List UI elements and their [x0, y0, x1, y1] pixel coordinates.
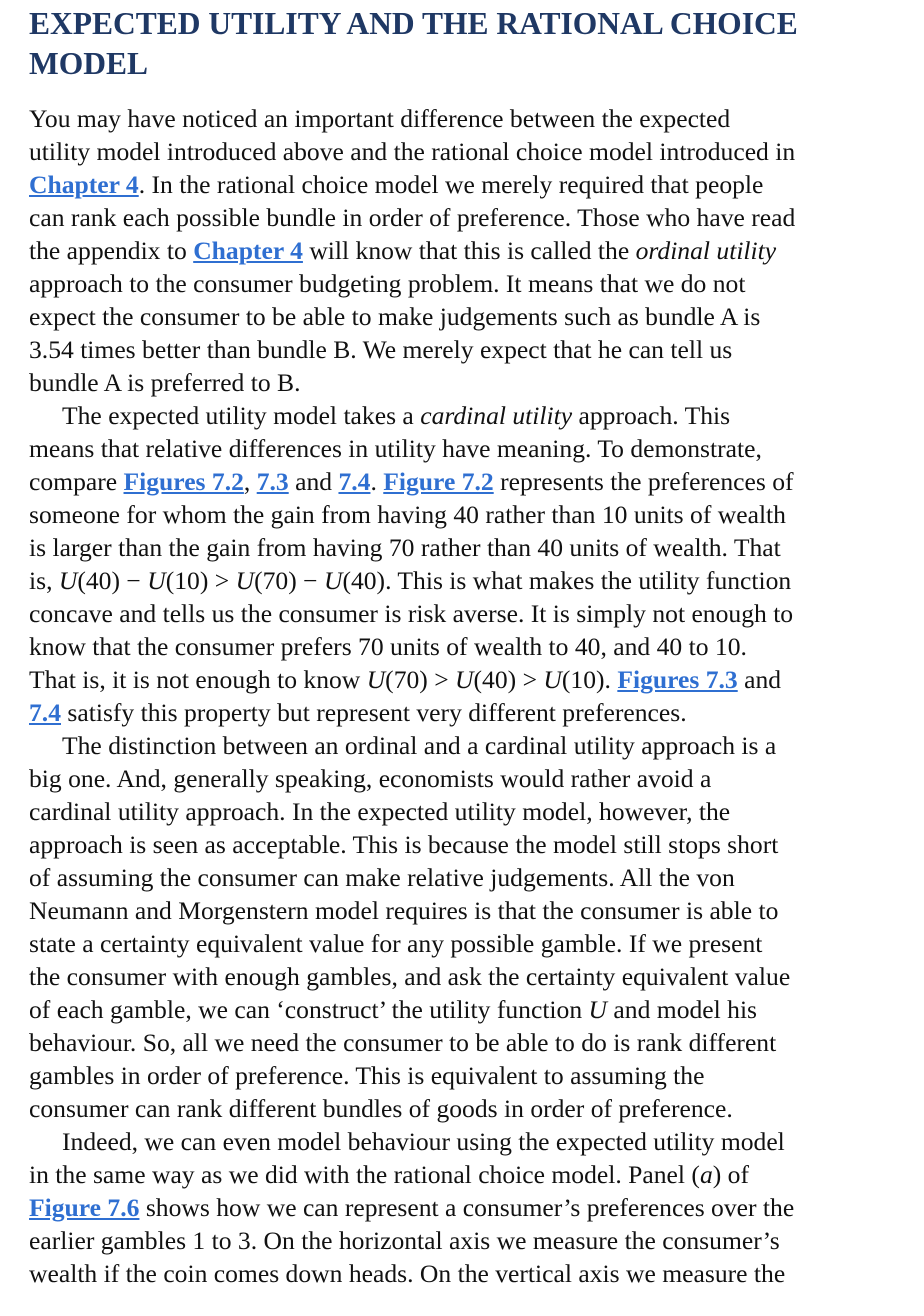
text-line: in the same way as we did with the rational choice model. Panel (a) of: [29, 1160, 749, 1189]
text-line: bundle A is preferred to B.: [29, 368, 301, 397]
paragraph-4: [29, 1125, 861, 1290]
figure-7-4-link[interactable]: 7.4: [338, 467, 371, 496]
body-text: [29, 102, 861, 1290]
paragraph-3: [29, 729, 861, 1125]
text-line: state a certainty equivalent value for any possible gamble. If we present: [29, 929, 763, 958]
text-line: The expected utility model takes a cardinal utility approach. This: [62, 401, 731, 430]
figure-7-4-link[interactable]: 7.4: [29, 698, 61, 727]
figure-7-6-link[interactable]: Figure 7.6: [29, 1193, 140, 1222]
text-line: of each gamble, we can ‘construct’ the utility function U and model his: [29, 995, 758, 1024]
text-line: big one. And, generally speaking, economists would rather avoid a: [29, 764, 712, 793]
text-line: approach to the consumer budgeting problem. It means that we do not: [29, 269, 746, 298]
text-line: wealth if the coin comes down heads. On the vertical axis we measure the: [29, 1259, 786, 1288]
text-line: the appendix to Chapter 4 will know that this is called the ordinal utility: [29, 236, 777, 265]
text-line: earlier gambles 1 to 3. On the horizontal axis we measure the consumer’s: [29, 1226, 780, 1255]
text-line: approach is seen as acceptable. This is because the model still stops short: [29, 830, 779, 859]
text-line: Chapter 4. In the rational choice model we merely required that people: [29, 170, 764, 199]
heading-line-2: MODEL: [29, 46, 149, 81]
page: [29, 0, 861, 1290]
chapter-4-link[interactable]: Chapter 4: [193, 236, 303, 265]
text-line: compare Figures 7.2, 7.3 and 7.4. Figure 7.2 represents the preferences of: [29, 467, 794, 496]
figures-7-3-link[interactable]: Figures 7.3: [617, 665, 738, 694]
figure-7-2-link[interactable]: Figure 7.2: [383, 467, 494, 496]
text-line: 3.54 times better than bundle B. We merely expect that he can tell us: [29, 335, 733, 364]
figure-7-3-link[interactable]: 7.3: [256, 467, 289, 496]
text-line: Indeed, we can even model behaviour using the expected utility model: [62, 1127, 785, 1156]
text-line: gambles in order of preference. This is equivalent to assuming the: [29, 1061, 705, 1090]
text-line: You may have noticed an important difference between the expected: [29, 104, 731, 133]
text-line: utility model introduced above and the rational choice model introduced in: [29, 137, 796, 166]
text-line: 7.4 satisfy this property but represent very different preferences.: [29, 698, 687, 727]
paragraph-2: [29, 399, 861, 729]
text-line: means that relative differences in utility have meaning. To demonstrate,: [29, 434, 762, 463]
figures-7-2-link[interactable]: Figures 7.2: [123, 467, 244, 496]
text-line: know that the consumer prefers 70 units of wealth to 40, and 40 to 10.: [29, 632, 747, 661]
text-line: the consumer with enough gambles, and ask the certainty equivalent value: [29, 962, 791, 991]
text-line: someone for whom the gain from having 40 rather than 10 units of wealth: [29, 500, 786, 529]
section-heading: [29, 4, 861, 84]
paragraph-1: [29, 102, 861, 399]
text-line: The distinction between an ordinal and a cardinal utility approach is a: [62, 731, 777, 760]
text-line: is larger than the gain from having 70 rather than 40 units of wealth. That: [29, 533, 781, 562]
text-line: Figure 7.6 shows how we can represent a consumer’s preferences over the: [29, 1193, 795, 1222]
text-line: consumer can rank different bundles of goods in order of preference.: [29, 1094, 733, 1123]
chapter-4-link[interactable]: Chapter 4: [29, 170, 139, 199]
text-line: expect the consumer to be able to make judgements such as bundle A is: [29, 302, 761, 331]
text-line: is, U(40) − U(10) > U(70) − U(40). This is what makes the utility function: [29, 566, 792, 595]
text-line: of assuming the consumer can make relative judgements. All the von: [29, 863, 735, 892]
heading-line-1: EXPECTED UTILITY AND THE RATIONAL CHOICE: [29, 6, 798, 41]
text-line: cardinal utility approach. In the expected utility model, however, the: [29, 797, 731, 826]
text-line: concave and tells us the consumer is risk averse. It is simply not enough to: [29, 599, 794, 628]
text-line: behaviour. So, all we need the consumer to be able to do is rank different: [29, 1028, 777, 1057]
text-line: can rank each possible bundle in order of preference. Those who have read: [29, 203, 796, 232]
text-line: That is, it is not enough to know U(70) > U(40) > U(10). Figures 7.3 and: [29, 665, 782, 694]
text-line: Neumann and Morgenstern model requires is that the consumer is able to: [29, 896, 779, 925]
